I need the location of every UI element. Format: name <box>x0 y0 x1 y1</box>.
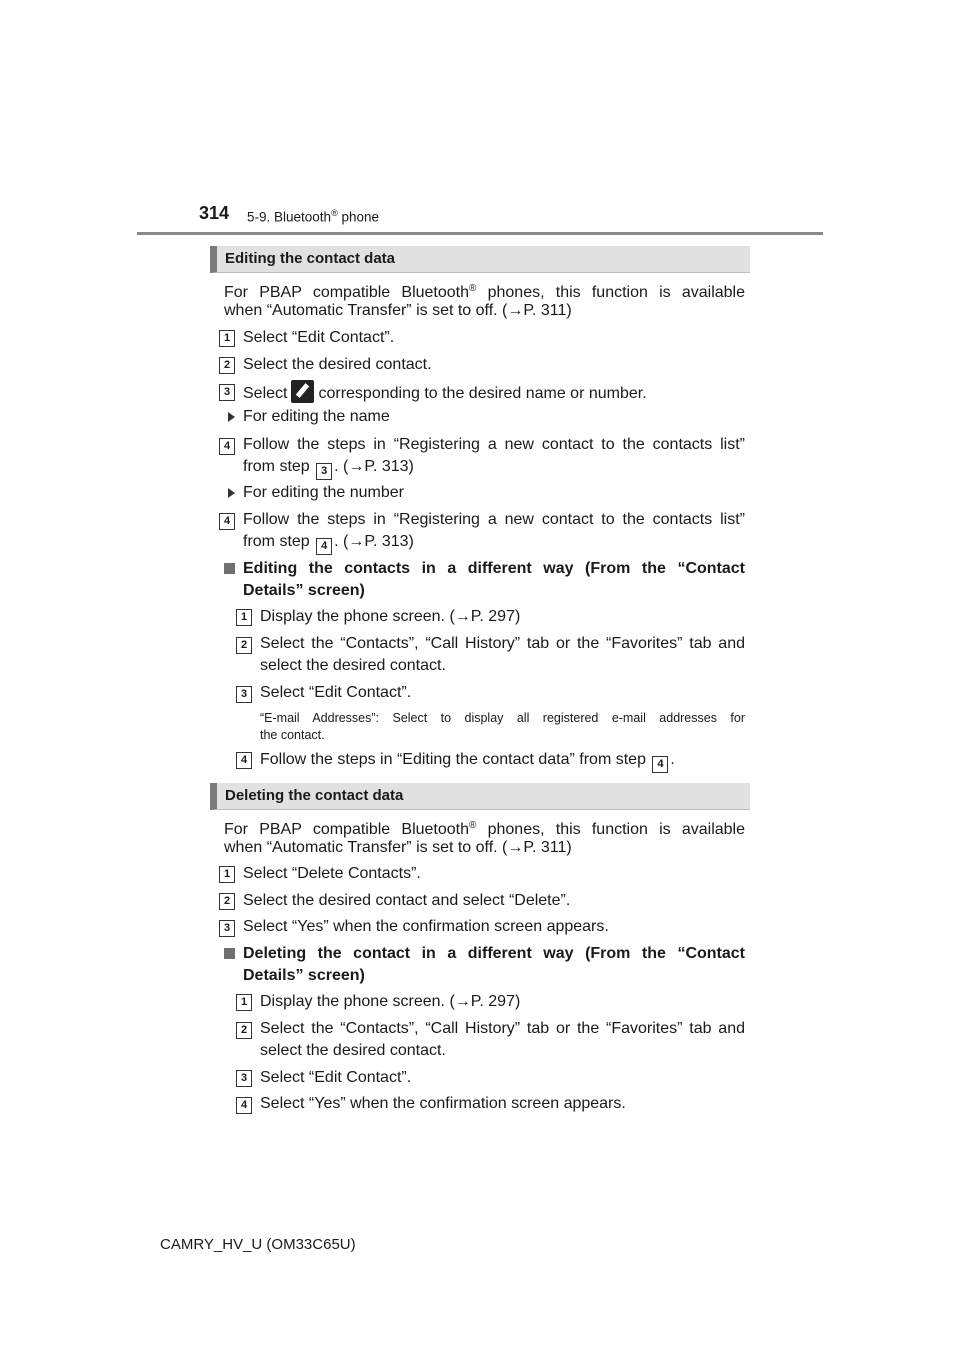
step-number-3: 3 <box>219 920 235 937</box>
step-number-3: 3 <box>236 1070 252 1087</box>
header-rule <box>137 232 823 235</box>
deleting-intro-line2: when “Automatic Transfer” is set to off. (→P. 311) <box>224 839 572 856</box>
step-ref-box: 4 <box>316 538 332 555</box>
step-number-1: 1 <box>219 330 235 347</box>
step-number-2: 2 <box>219 893 235 910</box>
deleting-alt-heading-line1: Deleting the contact in a different way (From the “Contact <box>243 945 745 962</box>
triangle-bullet-icon <box>228 412 235 422</box>
step-number-1: 1 <box>236 994 252 1011</box>
step-ref-box: 4 <box>652 756 668 773</box>
pencil-icon <box>291 380 314 403</box>
editing-step-4-number-line1: Follow the steps in “Registering a new contact to the contacts list” <box>243 511 745 528</box>
footer-model-code: CAMRY_HV_U (OM33C65U) <box>160 1236 356 1253</box>
deleting-alt-step-2-line1: Select the “Contacts”, “Call History” tab or the “Favorites” tab and <box>260 1020 745 1037</box>
deleting-intro-line1: For PBAP compatible Bluetooth® phones, this function is available <box>224 820 746 838</box>
editing-alt-heading-line1: Editing the contacts in a different way (From the “Contact <box>243 560 745 577</box>
deleting-step-2: Select the desired contact and select “Delete”. <box>243 892 571 909</box>
editing-alt-heading-line2: Details” screen) <box>243 582 365 599</box>
sub-heading-name: For editing the name <box>243 408 390 425</box>
editing-alt-step-2-line2: select the desired contact. <box>260 657 446 674</box>
deleting-alt-heading-line2: Details” screen) <box>243 967 365 984</box>
step-number-2: 2 <box>219 357 235 374</box>
deleting-alt-step-1: Display the phone screen. (→P. 297) <box>260 993 521 1010</box>
step-ref-box: 3 <box>316 463 332 480</box>
triangle-bullet-icon <box>228 488 235 498</box>
deleting-step-1: Select “Delete Contacts”. <box>243 865 421 882</box>
step-number-1: 1 <box>236 609 252 626</box>
step-number-2: 2 <box>236 637 252 654</box>
step-number-2: 2 <box>236 1022 252 1039</box>
editing-step-2: Select the desired contact. <box>243 356 432 373</box>
square-bullet-icon <box>224 948 235 959</box>
editing-alt-step-1: Display the phone screen. (→P. 297) <box>260 608 521 625</box>
page-number: 314 <box>199 203 230 223</box>
deleting-alt-step-4: Select “Yes” when the confirmation screen appears. <box>260 1095 626 1112</box>
editing-alt-note-line1: “E-mail Addresses”: Select to display all registered e-mail addresses for <box>260 711 745 725</box>
step-number-4: 4 <box>236 1097 252 1114</box>
editing-intro-line1: For PBAP compatible Bluetooth® phones, this function is available <box>224 283 746 301</box>
step-number-3: 3 <box>219 384 235 401</box>
section-heading-editing: Editing the contact data <box>210 246 750 273</box>
editing-alt-note-line2: the contact. <box>260 728 325 742</box>
deleting-step-3: Select “Yes” when the confirmation screen appears. <box>243 918 609 935</box>
step-number-1: 1 <box>219 866 235 883</box>
editing-alt-step-2-line1: Select the “Contacts”, “Call History” tab or the “Favorites” tab and <box>260 635 745 652</box>
editing-step-4-name-line1: Follow the steps in “Registering a new contact to the contacts list” <box>243 436 745 453</box>
step-number-3: 3 <box>236 686 252 703</box>
editing-step-4-number-line2: from step 4 . (→P. 313) <box>243 531 414 555</box>
editing-step-3: Select corresponding to the desired name or number. <box>243 380 647 405</box>
square-bullet-icon <box>224 563 235 574</box>
step-number-4: 4 <box>219 513 235 530</box>
step-number-4: 4 <box>236 752 252 769</box>
editing-step-4-name-line2: from step 3 . (→P. 313) <box>243 456 414 480</box>
editing-step-1: Select “Edit Contact”. <box>243 329 395 346</box>
deleting-alt-step-3: Select “Edit Contact”. <box>260 1069 412 1086</box>
deleting-alt-step-2-line2: select the desired contact. <box>260 1042 446 1059</box>
section-heading-deleting: Deleting the contact data <box>210 783 750 810</box>
editing-alt-step-3: Select “Edit Contact”. <box>260 684 412 701</box>
chapter-title: 5-9. Bluetooth® phone <box>247 208 379 225</box>
step-number-4: 4 <box>219 438 235 455</box>
editing-intro-line2: when “Automatic Transfer” is set to off. (→P. 311) <box>224 302 572 319</box>
sub-heading-number: For editing the number <box>243 484 404 501</box>
editing-alt-step-4: Follow the steps in “Editing the contact data” from step 4 . <box>260 749 675 773</box>
